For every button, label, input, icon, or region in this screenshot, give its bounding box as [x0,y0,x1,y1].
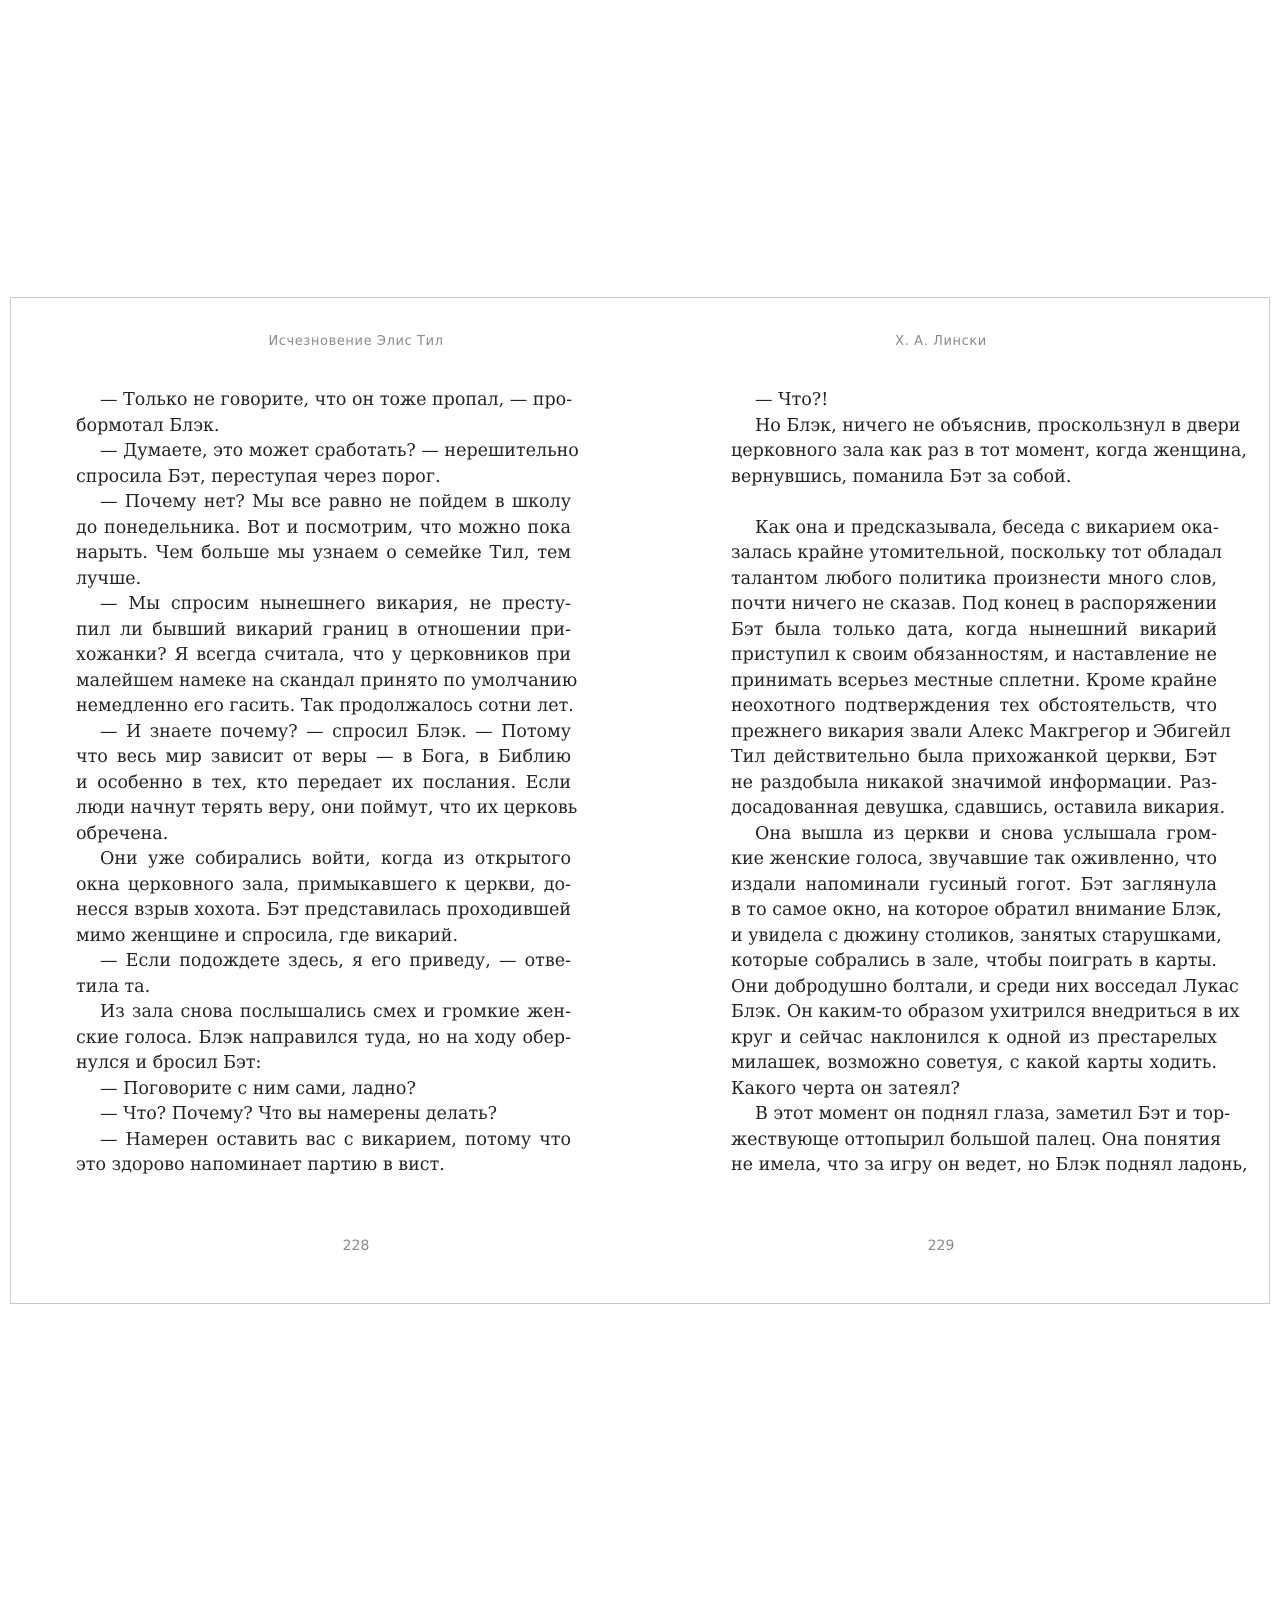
paragraph-gap [731,490,1217,516]
text-line: Из зала снова послышались смех и громкие жен- [100,1002,571,1022]
text-line: Они уже собирались войти, когда из открытого [100,849,571,869]
text-line: не раздобыла никакой значимой информации. Раз- [731,772,1217,793]
book-spread [10,297,1270,1304]
right-page [641,298,1271,1303]
text-line: — Думаете, это может сработать? — нерешительно [100,441,579,461]
running-head-left: Исчезновение Элис Тил [268,334,444,349]
text-line: Тил действительно была прихожанкой церкви, Бэт [731,747,1217,767]
page-number-left: 228 [342,1238,370,1254]
text-line: лучше. [76,568,142,589]
text-line: — И знаете почему? — спросил Блэк. — Потому [100,721,571,742]
text-line: церковного зала как раз в тот момент, когда женщина, [731,441,1247,461]
text-line: В этот момент он поднял глаза, заметил Бэт и тор- [755,1104,1231,1124]
text-line: талантом любого политика произнести много слов, [731,568,1217,589]
text-line: мимо женщине и спросила, где викарий. [76,925,459,946]
text-line: бормотал Блэк. [76,415,220,436]
text-line: Бэт была только дата, когда нынешний викарий [731,619,1217,640]
left-page-text [76,388,579,1179]
text-line: хожанки? Я всегда считала, что у церковников при [76,645,571,665]
text-line: нулся и бросил Бэт: [76,1053,262,1073]
text-line: — Поговорите с ним сами, ладно? [100,1078,416,1099]
left-page [11,298,641,1303]
text-line: тила та. [76,976,151,997]
text-line: досадованная девушка, сдавшись, оставила викария. [731,798,1226,818]
text-line: спросила Бэт, переступая через порог. [76,466,441,487]
text-line: — Намерен оставить вас с викарием, потому что [100,1129,571,1150]
text-line: Она вышла из церкви и снова услышала гром- [755,823,1217,844]
text-line: круг и сейчас наклонился к одной из престарелых [731,1027,1217,1048]
text-line: залась крайне утомительной, поскольку тот обладал [731,543,1223,563]
text-line: Блэк. Он каким-то образом ухитрился внедриться в их [731,1002,1240,1022]
text-line: вернувшись, поманила Бэт за собой. [731,466,1072,487]
text-line: нарыть. Чем больше мы узнаем о семейке Тил, тем [76,543,571,563]
text-line: неохотного подтверждения тех обстоятельств, что [731,696,1217,716]
text-line: принимать всерьез местные сплетни. Кроме крайне [731,670,1217,691]
text-line: — Почему нет? Мы все равно не пойдем в школу [100,492,571,512]
text-line: окна церковного зала, примыкавшего к церкви, до- [76,874,571,895]
text-line: почти ничего не сказав. Под конец в распоряжении [731,594,1218,614]
text-line: милашек, возможно советуя, с какой карты ходить. [731,1053,1217,1073]
text-line: до понедельника. Вот и посмотрим, что можно пока [76,517,571,538]
text-line: жествующе оттопырил большой палец. Она понятия [731,1129,1222,1150]
text-line: обречена. [76,823,169,844]
text-line: — Только не говорите, что он тоже пропал, — про- [100,390,573,410]
text-line: прежнего викария звали Алекс Макгрегор и Эбигейл [731,721,1231,742]
text-line: это здорово напоминает партию в вист. [76,1155,445,1175]
text-line: и увидела с дюжину столиков, занятых старушками, [731,925,1222,946]
text-line: которые собрались в зале, чтобы поиграть в карты. [731,951,1217,971]
text-line: что весь мир зависит от веры — в Бога, в Библию [76,747,571,767]
text-line: — Что? Почему? Что вы намерены делать? [100,1104,498,1124]
text-line: — Мы спросим нынешнего викария, не престу- [100,594,571,614]
text-line: в то самое окно, на которое обратил внимание Блэк, [731,900,1222,920]
text-line: — Если подождете здесь, я его приведу, — отве- [100,951,571,971]
page-number-right: 229 [927,1238,955,1254]
text-line: люди начнут терять веру, они поймут, что их церковь [76,798,578,818]
right-page-text [731,388,1248,1179]
text-line: Какого черта он затеял? [731,1078,960,1099]
text-line: Но Блэк, ничего не объяснив, проскользнул в двери [755,415,1241,436]
text-line: и особенно в тех, кто передает их послания. Если [76,772,571,793]
text-line: немедленно его гасить. Так продолжалось сотни лет. [76,696,574,716]
text-line: приступил к своим обязанностям, и наставление не [731,645,1217,665]
text-line: малейшем намеке на скандал принято по умолчанию [76,670,578,691]
running-head-right: Х. А. Лински [895,334,987,349]
text-line: — Что?! [755,390,829,410]
text-line: кие женские голоса, звучавшие так оживленно, что [731,849,1218,869]
text-line: пил ли бывший викарий границ в отношении при- [76,619,571,640]
text-line: издали напоминали гусиный гогот. Бэт заглянула [731,874,1217,895]
text-line: Они добродушно болтали, и среди них восседал Лукас [731,976,1239,997]
text-line: не имела, что за игру он ведет, но Блэк поднял ладонь, [731,1155,1248,1175]
text-line: несся взрыв хохота. Бэт представилась проходившей [76,900,571,920]
text-line: ские голоса. Блэк направился туда, но на ходу обер- [76,1027,571,1048]
text-line: Как она и предсказывала, беседа с викарием ока- [755,517,1219,538]
